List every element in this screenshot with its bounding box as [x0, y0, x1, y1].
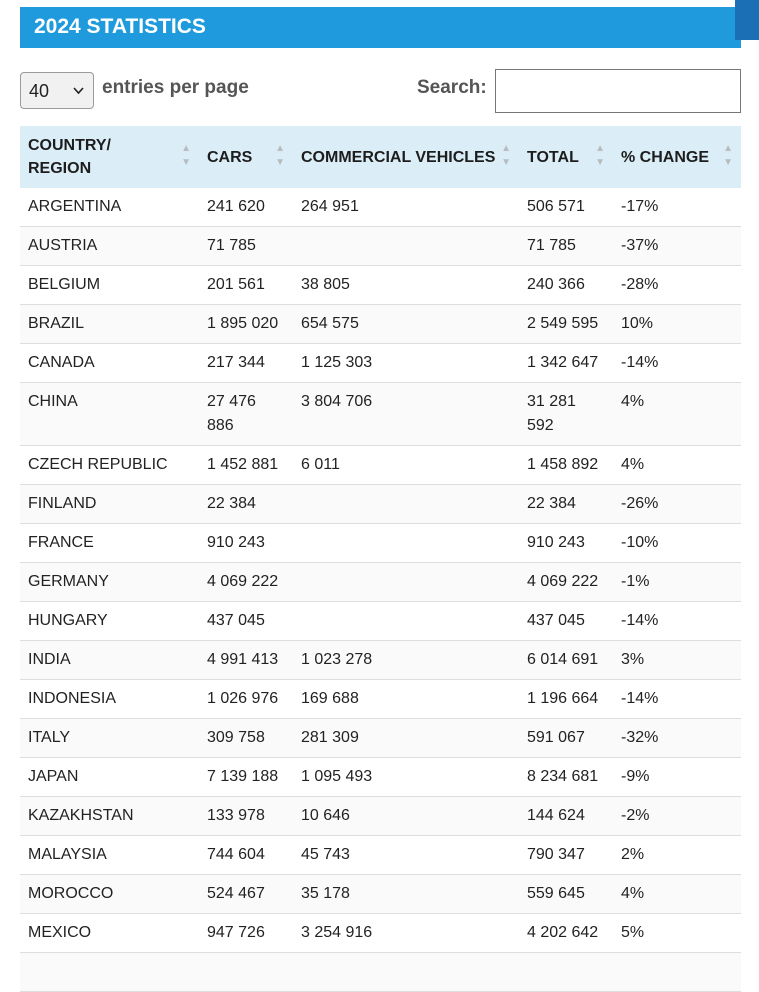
table-row: [20, 641, 741, 680]
cell-total: 71 785: [519, 227, 613, 266]
cell-commercial-vehicles: 3 804 706: [293, 383, 519, 446]
sort-icon[interactable]: ▲ ▼: [595, 143, 605, 168]
cell-percent-change: 10%: [613, 305, 741, 344]
cell-country-region: MEXICO: [20, 914, 199, 953]
cell-cars: 22 384: [199, 485, 293, 524]
cell-percent-change: 3%: [613, 641, 741, 680]
cell-commercial-vehicles: 1 023 278: [293, 641, 519, 680]
cell-total: 4 202 642: [519, 914, 613, 953]
cell-percent-change: 4%: [613, 383, 741, 446]
cell-cars: 1 026 976: [199, 680, 293, 719]
page-title: 2024 STATISTICS: [20, 7, 741, 48]
cell-total: 437 045: [519, 602, 613, 641]
cell-commercial-vehicles: 10 646: [293, 797, 519, 836]
cell-country-region: FRANCE: [20, 524, 199, 563]
cell-total: 910 243: [519, 524, 613, 563]
cell-percent-change: -1%: [613, 563, 741, 602]
table-row: [20, 875, 741, 914]
table-row: [20, 719, 741, 758]
cell-country-region: CZECH REPUBLIC: [20, 446, 199, 485]
cell-percent-change: [613, 953, 741, 992]
cell-total: 591 067: [519, 719, 613, 758]
cell-commercial-vehicles: 654 575: [293, 305, 519, 344]
cell-commercial-vehicles: [293, 227, 519, 266]
cell-percent-change: 2%: [613, 836, 741, 875]
cell-country-region: CANADA: [20, 344, 199, 383]
cell-cars: 201 561: [199, 266, 293, 305]
table-row: [20, 797, 741, 836]
cell-percent-change: 5%: [613, 914, 741, 953]
sort-icon[interactable]: ▲ ▼: [275, 143, 285, 168]
cell-percent-change: -32%: [613, 719, 741, 758]
cell-cars: 217 344: [199, 344, 293, 383]
cell-total: 144 624: [519, 797, 613, 836]
cell-total: 506 571: [519, 188, 613, 227]
column-header-country-region[interactable]: [20, 126, 199, 188]
cell-percent-change: -9%: [613, 758, 741, 797]
cell-total: 22 384: [519, 485, 613, 524]
cell-country-region: INDONESIA: [20, 680, 199, 719]
cell-total: [519, 953, 613, 992]
cell-country-region: CHINA: [20, 383, 199, 446]
cell-cars: 241 620: [199, 188, 293, 227]
table-row: [20, 563, 741, 602]
column-header-commercial-vehicles[interactable]: [293, 126, 519, 188]
cell-country-region: ARGENTINA: [20, 188, 199, 227]
table-row: [20, 524, 741, 563]
cell-country-region: INDIA: [20, 641, 199, 680]
cell-cars: 910 243: [199, 524, 293, 563]
cell-cars: 4 991 413: [199, 641, 293, 680]
cell-percent-change: -14%: [613, 344, 741, 383]
cell-cars: 4 069 222: [199, 563, 293, 602]
cell-cars: 71 785: [199, 227, 293, 266]
table-row: [20, 305, 741, 344]
cell-country-region: GERMANY: [20, 563, 199, 602]
cell-total: 559 645: [519, 875, 613, 914]
column-header-label: CARS: [207, 148, 253, 166]
cell-commercial-vehicles: [293, 602, 519, 641]
statistics-table: [20, 126, 741, 992]
table-controls: [20, 69, 741, 115]
cell-cars: 1 452 881: [199, 446, 293, 485]
sort-icon[interactable]: ▲ ▼: [723, 143, 733, 168]
cell-cars: 27 476 886: [199, 383, 293, 446]
table-row: [20, 485, 741, 524]
cell-percent-change: -17%: [613, 188, 741, 227]
cell-cars: 947 726: [199, 914, 293, 953]
cell-percent-change: -10%: [613, 524, 741, 563]
cell-cars: 7 139 188: [199, 758, 293, 797]
table-row: [20, 383, 741, 446]
table-row: [20, 344, 741, 383]
cell-commercial-vehicles: 45 743: [293, 836, 519, 875]
cell-cars: 309 758: [199, 719, 293, 758]
cell-total: 1 458 892: [519, 446, 613, 485]
title-accent-tab: [735, 0, 759, 40]
search-input[interactable]: [495, 69, 741, 113]
cell-percent-change: -26%: [613, 485, 741, 524]
table-row: [20, 758, 741, 797]
table-row: [20, 836, 741, 875]
table-row: [20, 188, 741, 227]
cell-percent-change: 4%: [613, 446, 741, 485]
column-header-label: COMMERCIAL VEHICLES: [301, 148, 496, 166]
entries-per-page-label: entries per page: [102, 77, 249, 98]
cell-cars: 437 045: [199, 602, 293, 641]
table-row: [20, 953, 741, 992]
chevron-down-icon: [73, 73, 84, 123]
column-header-total[interactable]: [519, 126, 613, 188]
cell-country-region: BELGIUM: [20, 266, 199, 305]
cell-commercial-vehicles: 35 178: [293, 875, 519, 914]
page-size-select[interactable]: [20, 72, 94, 109]
cell-total: 1 196 664: [519, 680, 613, 719]
cell-commercial-vehicles: 38 805: [293, 266, 519, 305]
cell-commercial-vehicles: 3 254 916: [293, 914, 519, 953]
cell-total: 31 281 592: [519, 383, 613, 446]
sort-icon[interactable]: ▲ ▼: [181, 143, 191, 168]
table-row: [20, 914, 741, 953]
cell-commercial-vehicles: 1 095 493: [293, 758, 519, 797]
cell-country-region: FINLAND: [20, 485, 199, 524]
cell-cars: [199, 953, 293, 992]
cell-country-region: JAPAN: [20, 758, 199, 797]
cell-country-region: AUSTRIA: [20, 227, 199, 266]
column-header-label: % CHANGE: [621, 148, 710, 166]
cell-commercial-vehicles: 264 951: [293, 188, 519, 227]
table-row: [20, 446, 741, 485]
table-row: [20, 266, 741, 305]
cell-percent-change: -37%: [613, 227, 741, 266]
cell-percent-change: -14%: [613, 602, 741, 641]
cell-commercial-vehicles: [293, 524, 519, 563]
sort-icon[interactable]: ▲ ▼: [501, 143, 511, 168]
cell-commercial-vehicles: [293, 953, 519, 992]
cell-total: 8 234 681: [519, 758, 613, 797]
cell-country-region: MOROCCO: [20, 875, 199, 914]
cell-cars: 524 467: [199, 875, 293, 914]
cell-percent-change: -2%: [613, 797, 741, 836]
cell-total: 790 347: [519, 836, 613, 875]
cell-total: 4 069 222: [519, 563, 613, 602]
cell-cars: 133 978: [199, 797, 293, 836]
cell-percent-change: 4%: [613, 875, 741, 914]
column-header-cars[interactable]: [199, 126, 293, 188]
cell-commercial-vehicles: 6 011: [293, 446, 519, 485]
cell-commercial-vehicles: 1 125 303: [293, 344, 519, 383]
cell-country-region: ITALY: [20, 719, 199, 758]
cell-country-region: MALAYSIA: [20, 836, 199, 875]
table-header-row: [20, 126, 741, 188]
cell-commercial-vehicles: 169 688: [293, 680, 519, 719]
cell-commercial-vehicles: [293, 485, 519, 524]
cell-total: 6 014 691: [519, 641, 613, 680]
cell-total: 240 366: [519, 266, 613, 305]
cell-cars: 744 604: [199, 836, 293, 875]
table-row: [20, 680, 741, 719]
cell-percent-change: -28%: [613, 266, 741, 305]
page-size-value: 40: [29, 81, 50, 101]
cell-percent-change: -14%: [613, 680, 741, 719]
cell-commercial-vehicles: 281 309: [293, 719, 519, 758]
table-body: [20, 188, 741, 992]
cell-total: 2 549 595: [519, 305, 613, 344]
column-header-label: TOTAL: [527, 148, 579, 166]
cell-cars: 1 895 020: [199, 305, 293, 344]
cell-country-region: BRAZIL: [20, 305, 199, 344]
cell-country-region: KAZAKHSTAN: [20, 797, 199, 836]
column-header-percent-change[interactable]: [613, 126, 741, 188]
cell-country-region: HUNGARY: [20, 602, 199, 641]
search-label: Search:: [417, 77, 487, 98]
cell-commercial-vehicles: [293, 563, 519, 602]
table-row: [20, 227, 741, 266]
column-header-label: COUNTRY/ REGION: [28, 137, 111, 177]
table-row: [20, 602, 741, 641]
cell-country-region: [20, 953, 199, 992]
cell-total: 1 342 647: [519, 344, 613, 383]
